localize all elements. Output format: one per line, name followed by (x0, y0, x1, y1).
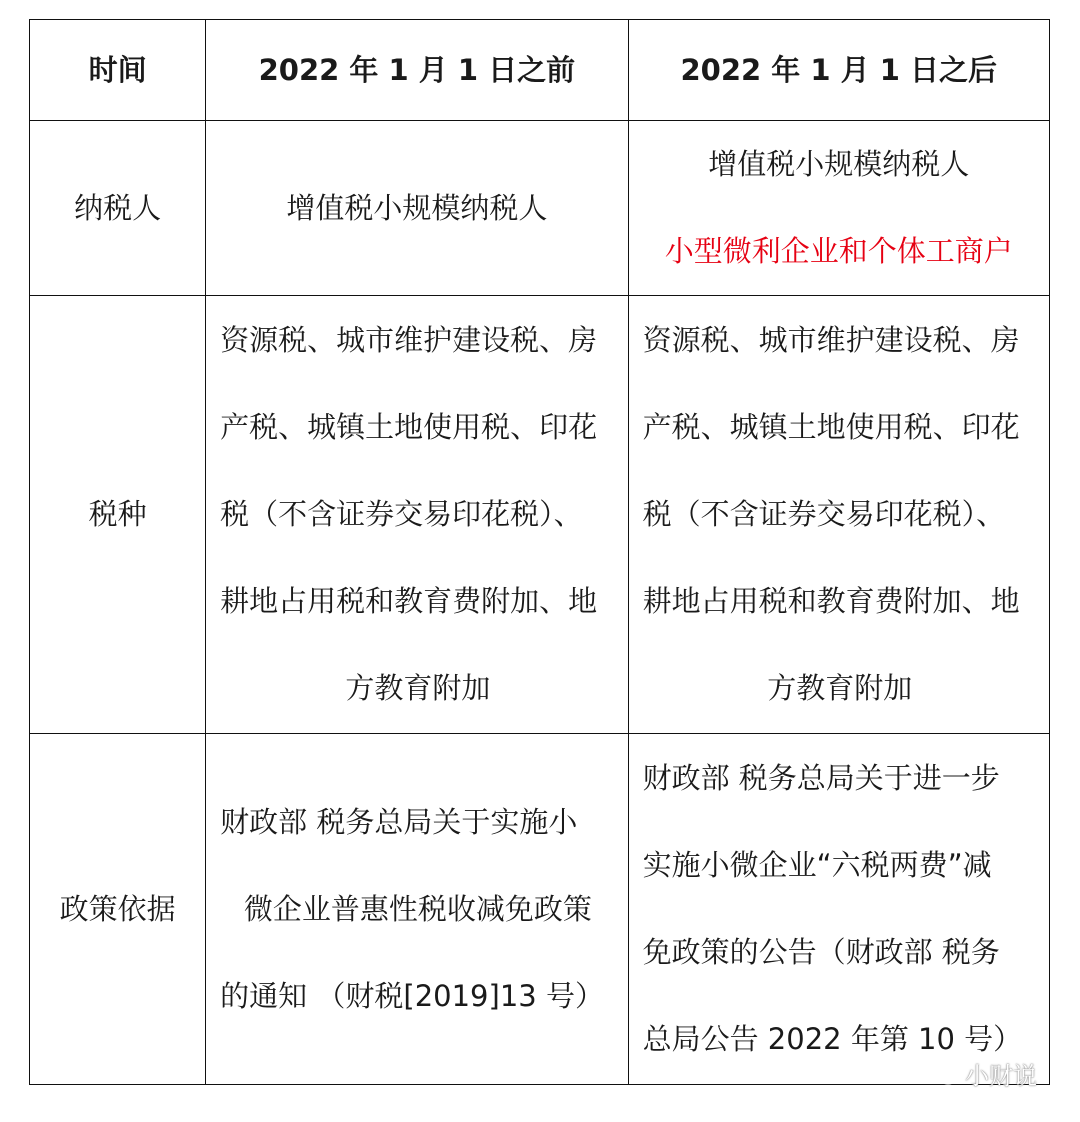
cell-line: 的通知 （财税[2019]13 号） (220, 978, 604, 1013)
table-row (30, 121, 1050, 296)
cell-line: 增值税小规模纳税人 (708, 147, 970, 181)
table-header-row (30, 20, 1050, 121)
cell-line: 产税、城镇土地使用税、印花 (642, 410, 1020, 444)
taxpayer-before-cell (206, 121, 628, 296)
row-label-tax-type: 税种 (30, 296, 206, 734)
cell-line: 产税、城镇土地使用税、印花 (220, 410, 598, 444)
cell-line: 免政策的公告（财政部 税务 (642, 935, 1000, 969)
highlight-line: 小型微利企业和个体工商户 (664, 234, 1013, 268)
cell-line: 财政部 税务总局关于实施小 (220, 804, 578, 839)
header-before: 2022 年 1 月 1 日之前 (206, 20, 628, 121)
cell-line: 微企业普惠性税收减免政策 (243, 891, 592, 926)
cell-line: 方教育附加 (767, 671, 913, 705)
cell-line: 税（不含证券交易印花税）、 (642, 497, 1006, 531)
policy-comparison-table (29, 19, 1050, 1085)
cell-line: 财政部 税务总局关于进一步 (642, 761, 1000, 795)
row-label-taxpayer: 纳税人 (30, 121, 206, 296)
policy-basis-after-cell (628, 734, 1049, 1085)
row-label-policy-basis: 政策依据 (30, 734, 206, 1085)
tax-type-after-cell (628, 296, 1049, 734)
tax-type-before-cell (206, 296, 628, 734)
table-row (30, 296, 1050, 734)
policy-basis-before-cell (206, 734, 628, 1085)
header-time: 时间 (30, 20, 206, 121)
cell-line: 总局公告 2022 年第 10 号） (642, 1022, 1023, 1056)
cell-line: 增值税小规模纳税人 (286, 190, 548, 225)
table-row (30, 734, 1050, 1085)
watermark-text: 小财说 (965, 1061, 1037, 1090)
taxpayer-after-cell (628, 121, 1049, 296)
cell-line: 实施小微企业“六税两费”减 (642, 848, 992, 882)
wechat-icon (925, 1060, 959, 1086)
cell-line: 耕地占用税和教育费附加、地 (220, 584, 598, 618)
cell-line: 税（不含证券交易印花税）、 (220, 497, 583, 531)
watermark (925, 1053, 1037, 1093)
cell-line: 耕地占用税和教育费附加、地 (642, 584, 1020, 618)
cell-line: 资源税、城市维护建设税、房 (220, 323, 598, 357)
cell-line: 方教育附加 (345, 671, 491, 705)
header-after: 2022 年 1 月 1 日之后 (628, 20, 1049, 121)
cell-line: 资源税、城市维护建设税、房 (642, 323, 1020, 357)
